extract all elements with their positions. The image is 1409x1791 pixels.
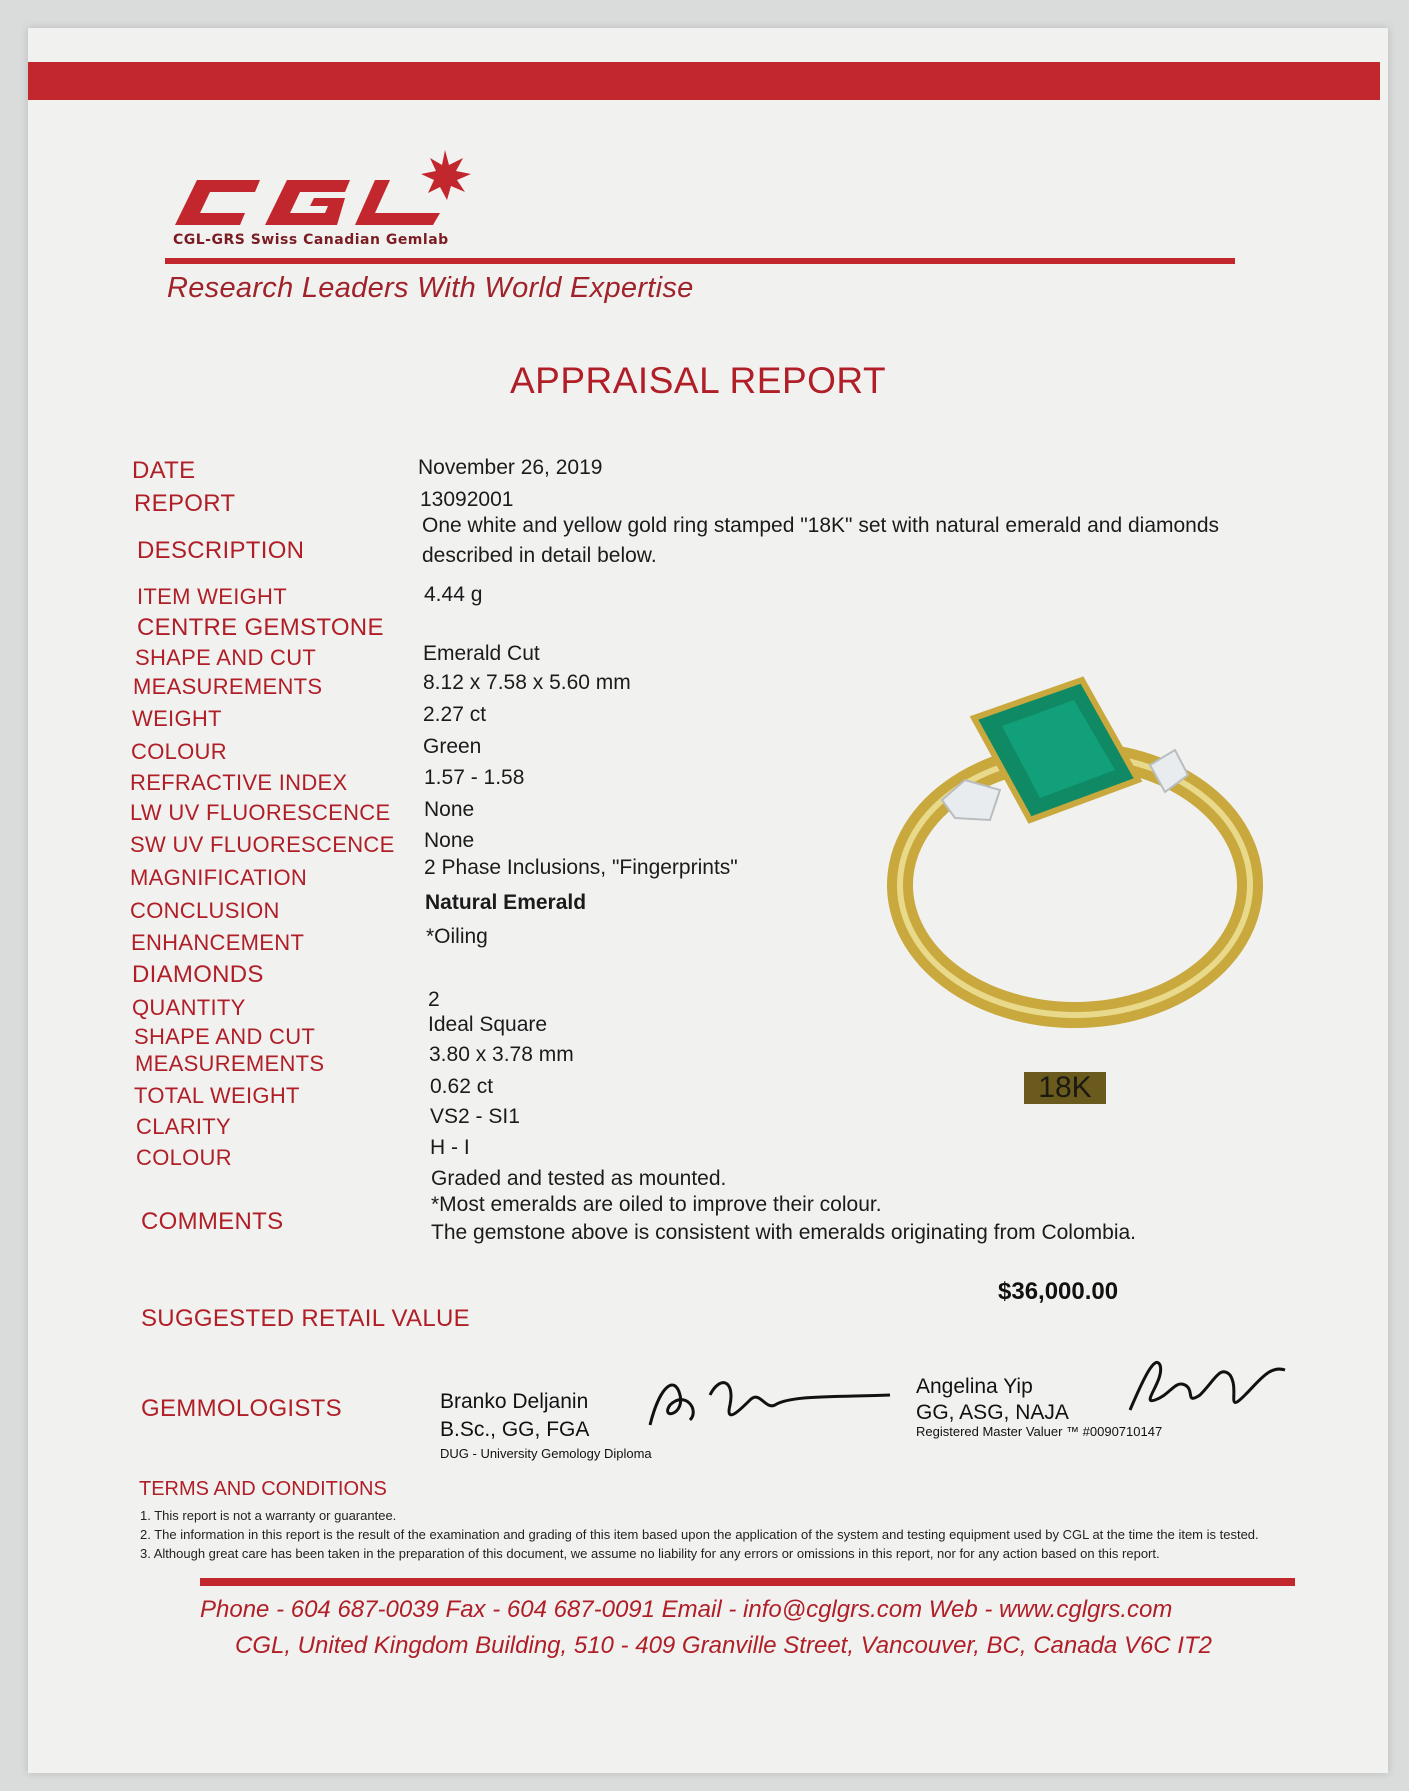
term-1: 1. This report is not a warranty or guarantee.: [140, 1508, 397, 1523]
terms-title: TERMS AND CONDITIONS: [139, 1478, 387, 1500]
gem-shape-value: Emerald Cut: [423, 642, 540, 665]
top-red-bar: [28, 62, 1380, 100]
diamond-quantity-label: QUANTITY: [132, 995, 246, 1020]
contact-line-2: CGL, United Kingdom Building, 510 - 409 Granville Street, Vancouver, BC, Canada V6C IT2: [235, 1632, 1212, 1659]
gem-weight-label: WEIGHT: [132, 706, 222, 731]
ring-photo: [870, 670, 1270, 1030]
karat-stamp: 18K: [1024, 1072, 1106, 1104]
header-rule: [165, 258, 1235, 264]
date-value: November 26, 2019: [418, 456, 603, 479]
diamond-colour-label: COLOUR: [136, 1145, 232, 1170]
item-weight-label: ITEM WEIGHT: [137, 584, 287, 609]
gemmologists-label: GEMMOLOGISTS: [141, 1395, 342, 1422]
logo-subtitle: CGL-GRS Swiss Canadian Gemlab: [173, 232, 449, 248]
terms-text: [140, 1508, 1300, 1565]
diamond-shape-label: SHAPE AND CUT: [134, 1024, 316, 1049]
gem-shape-label: SHAPE AND CUT: [135, 645, 317, 670]
lw-uv-value: None: [424, 798, 475, 821]
signature-1: [640, 1365, 900, 1450]
enhancement-value: *Oiling: [426, 925, 488, 948]
report-label: REPORT: [134, 490, 236, 517]
diamonds-heading: DIAMONDS: [132, 961, 264, 988]
signature-2: [1115, 1345, 1305, 1430]
conclusion-label: CONCLUSION: [130, 898, 280, 923]
description-label: DESCRIPTION: [137, 537, 305, 564]
retail-value: $36,000.00: [998, 1278, 1119, 1305]
item-weight-value: 4.44 g: [424, 583, 483, 606]
gem-colour-label: COLOUR: [131, 739, 227, 764]
magnification-value: 2 Phase Inclusions, "Fingerprints": [424, 856, 738, 879]
gemmologist-2-credentials: GG, ASG, NAJA: [916, 1401, 1069, 1424]
centre-gemstone-heading: CENTRE GEMSTONE: [137, 614, 384, 641]
lw-uv-label: LW UV FLUORESCENCE: [130, 800, 391, 825]
comment-line-3: The gemstone above is consistent with emeralds originating from Colombia.: [431, 1221, 1137, 1244]
gem-weight-value: 2.27 ct: [423, 703, 487, 726]
gem-measurements-value: 8.12 x 7.58 x 5.60 mm: [423, 671, 631, 694]
retail-value-label: SUGGESTED RETAIL VALUE: [141, 1305, 470, 1332]
magnification-label: MAGNIFICATION: [130, 865, 308, 890]
gemmologist-2-note: Registered Master Valuer ™ #0090710147: [916, 1424, 1163, 1439]
comments-label: COMMENTS: [141, 1208, 284, 1235]
sw-uv-label: SW UV FLUORESCENCE: [130, 832, 395, 857]
description-value: One white and yellow gold ring stamped "18K" set with natural emerald and diamonds described in detail below.: [422, 514, 1220, 567]
comment-line-2: *Most emeralds are oiled to improve their colour.: [431, 1193, 882, 1216]
diamond-quantity-value: 2: [428, 988, 440, 1011]
bottom-red-bar: [200, 1578, 1295, 1586]
gemmologist-1-note: DUG - University Gemology Diploma: [440, 1446, 652, 1461]
refractive-index-value: 1.57 - 1.58: [424, 766, 525, 789]
refractive-index-label: REFRACTIVE INDEX: [130, 770, 348, 795]
term-3: 3. Although great care has been taken in the preparation of this document, we assume no liability for any errors or omissions in this report, nor for any action based on this report.: [140, 1546, 1160, 1561]
enhancement-label: ENHANCEMENT: [131, 930, 305, 955]
sw-uv-value: None: [424, 829, 475, 852]
term-2: 2. The information in this report is the result of the examination and grading of this item based upon the application of the system and testing equipment used by CGL at the time the item is tested.: [140, 1527, 1259, 1542]
gemmologist-1-credentials: B.Sc., GG, FGA: [440, 1418, 590, 1441]
diamond-shape-value: Ideal Square: [428, 1013, 548, 1036]
date-label: DATE: [132, 457, 196, 484]
gemmologist-1-name: Branko Deljanin: [440, 1390, 589, 1413]
page-title: APPRAISAL REPORT: [510, 360, 887, 401]
comment-line-1: Graded and tested as mounted.: [431, 1167, 727, 1190]
gemmologist-2-name: Angelina Yip: [916, 1375, 1033, 1398]
gem-measurements-label: MEASUREMENTS: [133, 674, 323, 699]
diamond-clarity-value: VS2 - SI1: [430, 1105, 520, 1128]
diamond-measurements-label: MEASUREMENTS: [135, 1051, 325, 1076]
gem-colour-value: Green: [423, 735, 482, 758]
diamond-total-weight-value: 0.62 ct: [430, 1075, 494, 1098]
diamond-colour-value: H - I: [430, 1136, 470, 1159]
diamond-total-weight-label: TOTAL WEIGHT: [134, 1083, 300, 1108]
report-value: 13092001: [420, 488, 514, 511]
conclusion-value: Natural Emerald: [425, 891, 587, 914]
contact-line-1: Phone - 604 687-0039 Fax - 604 687-0091 Email - info@cglgrs.com Web - www.cglgrs.com: [200, 1596, 1173, 1623]
diamond-clarity-label: CLARITY: [136, 1114, 232, 1139]
tagline: Research Leaders With World Expertise: [167, 272, 694, 304]
diamond-measurements-value: 3.80 x 3.78 mm: [429, 1043, 574, 1066]
